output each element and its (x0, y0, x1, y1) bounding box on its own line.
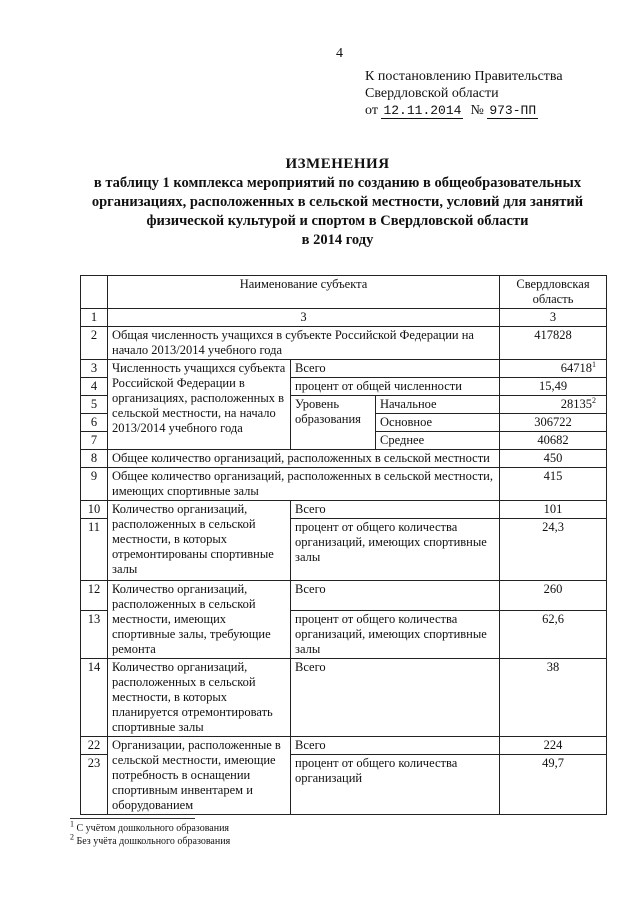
number-prefix: № (470, 103, 484, 118)
decree-date: 12.11.2014 (383, 103, 462, 118)
row-sublabel: Всего (291, 581, 500, 611)
footnote-ref: 2 (592, 395, 596, 405)
row-sublabel: Начальное (376, 396, 500, 414)
table-row: 10 Количество организаций, расположенных в сельской местности, в которых отремонтированы спортивные залы Всего 101 (81, 501, 607, 519)
row-label: Количество организаций, расположенных в сельской местности, в которых планируется отремонтировать спортивные залы (108, 659, 291, 737)
row-label: Количество организаций, расположенных в сельской местности, в которых отремонтированы спортивные залы (108, 501, 291, 581)
table-row: 13 процент от общего количества организаций, имеющих спортивные залы 62,6 (81, 611, 607, 659)
table-row: 5 Уровень образования Начальное 28135$^2$ (81, 396, 607, 414)
heading-line-3: физической культурой и спортом в Свердловской области (146, 213, 529, 229)
row-sublabel: Среднее (376, 432, 500, 450)
table-row: 8 Общее количество организаций, расположенных в сельской местности 450 (81, 450, 607, 468)
row-sublabel: Всего (291, 360, 500, 378)
row-label: Численность учащихся субъекта Российской Федерации в организациях, расположенных в сельской местности, на начало 2013/2014 учебного года (108, 360, 291, 450)
date-prefix: от (365, 103, 378, 118)
row-value: 24,3 (500, 519, 607, 581)
row-value: 306722 (500, 414, 607, 432)
row-value: 15,49 (500, 378, 607, 396)
row-sublabel: процент от общего количества организаций, имеющих спортивные залы (291, 519, 500, 581)
row-value: 415 (500, 468, 607, 501)
row-value: 260 (500, 581, 607, 611)
table-row: 3 Численность учащихся субъекта Российской Федерации в организациях, расположенных в сельской местности, на начало 2013/2014 учебного года Всего 64718$^1$ (81, 360, 607, 378)
row-label: Организации, расположенные в сельской местности, имеющие потребность в оснащении спортивным инвентарем и оборудованием (108, 737, 291, 815)
footnotes (70, 819, 231, 848)
header-subject-name: Наименование субъекта (108, 276, 500, 309)
document-heading (60, 155, 615, 250)
table-row: 7 Среднее 40682 (81, 432, 607, 450)
education-level-label: Уровень образования (291, 396, 376, 450)
row-sublabel: Всего (291, 501, 500, 519)
table-row: 23 процент от общего количества организаций 49,7 (81, 755, 607, 815)
row-value: 38 (500, 659, 607, 737)
table-row: 9 Общее количество организаций, расположенных в сельской местности, имеющих спортивные залы 415 (81, 468, 607, 501)
heading-line-4: в 2014 году (301, 232, 374, 248)
footnote-ref: 1 (592, 359, 596, 369)
heading-line-2: организациях, расположенных в сельской местности, условий для занятий (91, 194, 584, 210)
col-number-3b: 3 (500, 309, 607, 327)
row-value: 49,7 (500, 755, 607, 815)
row-label: Общее количество организаций, расположенных в сельской местности (108, 450, 500, 468)
row-sublabel: процент от общего количества организаций, имеющих спортивные залы (291, 611, 500, 659)
row-label: Количество организаций, расположенных в сельской местности, имеющих спортивные залы, требующие ремонта (108, 581, 291, 659)
table-row: 11 процент от общего количества организаций, имеющих спортивные залы 24,3 (81, 519, 607, 581)
row-sublabel: процент от общей численности (291, 378, 500, 396)
heading-title: ИЗМЕНЕНИЯ (285, 156, 390, 172)
attachment-line-2: Свердловской области (365, 86, 499, 101)
table-row: 14 Количество организаций, расположенных в сельской местности, в которых планируется отремонтировать спортивные залы Всего 38 (81, 659, 607, 737)
footnote-divider (70, 818, 195, 819)
page-number: 4 (336, 46, 343, 61)
row-value: 101 (500, 501, 607, 519)
row-sublabel: процент от общего количества организаций (291, 755, 500, 815)
row-value: 62,6 (500, 611, 607, 659)
row-value: 417828 (500, 327, 607, 360)
footnote-1: $^1$ С учётом дошкольного образования (70, 819, 230, 834)
row-sublabel: Всего (291, 737, 500, 755)
heading-line-1: в таблицу 1 комплекса мероприятий по созданию в общеобразовательных (93, 175, 582, 191)
header-region: Свердловская область (500, 276, 607, 309)
footnote-2: $^2$ Без учёта дошкольного образования (70, 832, 231, 847)
attachment-block (365, 68, 563, 119)
table-row: 2 Общая численность учащихся в субъекте Российской Федерации на начало 2013/2014 учебного года 417828 (81, 327, 607, 360)
table-row: 4 процент от общей численности 15,49 (81, 378, 607, 396)
row-value: 64718$^1$ (500, 360, 607, 378)
changes-table (80, 275, 607, 815)
table-row: 6 Основное 306722 (81, 414, 607, 432)
table-row: 12 Количество организаций, расположенных в сельской местности, имеющих спортивные залы, требующие ремонта Всего 260 (81, 581, 607, 611)
row-sublabel: Всего (291, 659, 500, 737)
col-number-1: 1 (81, 309, 108, 327)
col-number-3: 3 (108, 309, 500, 327)
row-value: 224 (500, 737, 607, 755)
attachment-date-line (365, 102, 563, 119)
row-value: 28135$^2$ (500, 396, 607, 414)
table-row: 22 Организации, расположенные в сельской местности, имеющие потребность в оснащении спортивным инвентарем и оборудованием Всего 224 (81, 737, 607, 755)
table-header-row (81, 276, 607, 309)
column-number-row (81, 309, 607, 327)
row-label: Общее количество организаций, расположенных в сельской местности, имеющих спортивные залы (108, 468, 500, 501)
attachment-line-1: К постановлению Правительства (365, 69, 563, 84)
row-sublabel: Основное (376, 414, 500, 432)
decree-number: 973-ПП (489, 103, 537, 118)
row-label: Общая численность учащихся в субъекте Российской Федерации на начало 2013/2014 учебного года (108, 327, 500, 360)
row-value: 40682 (500, 432, 607, 450)
row-value: 450 (500, 450, 607, 468)
